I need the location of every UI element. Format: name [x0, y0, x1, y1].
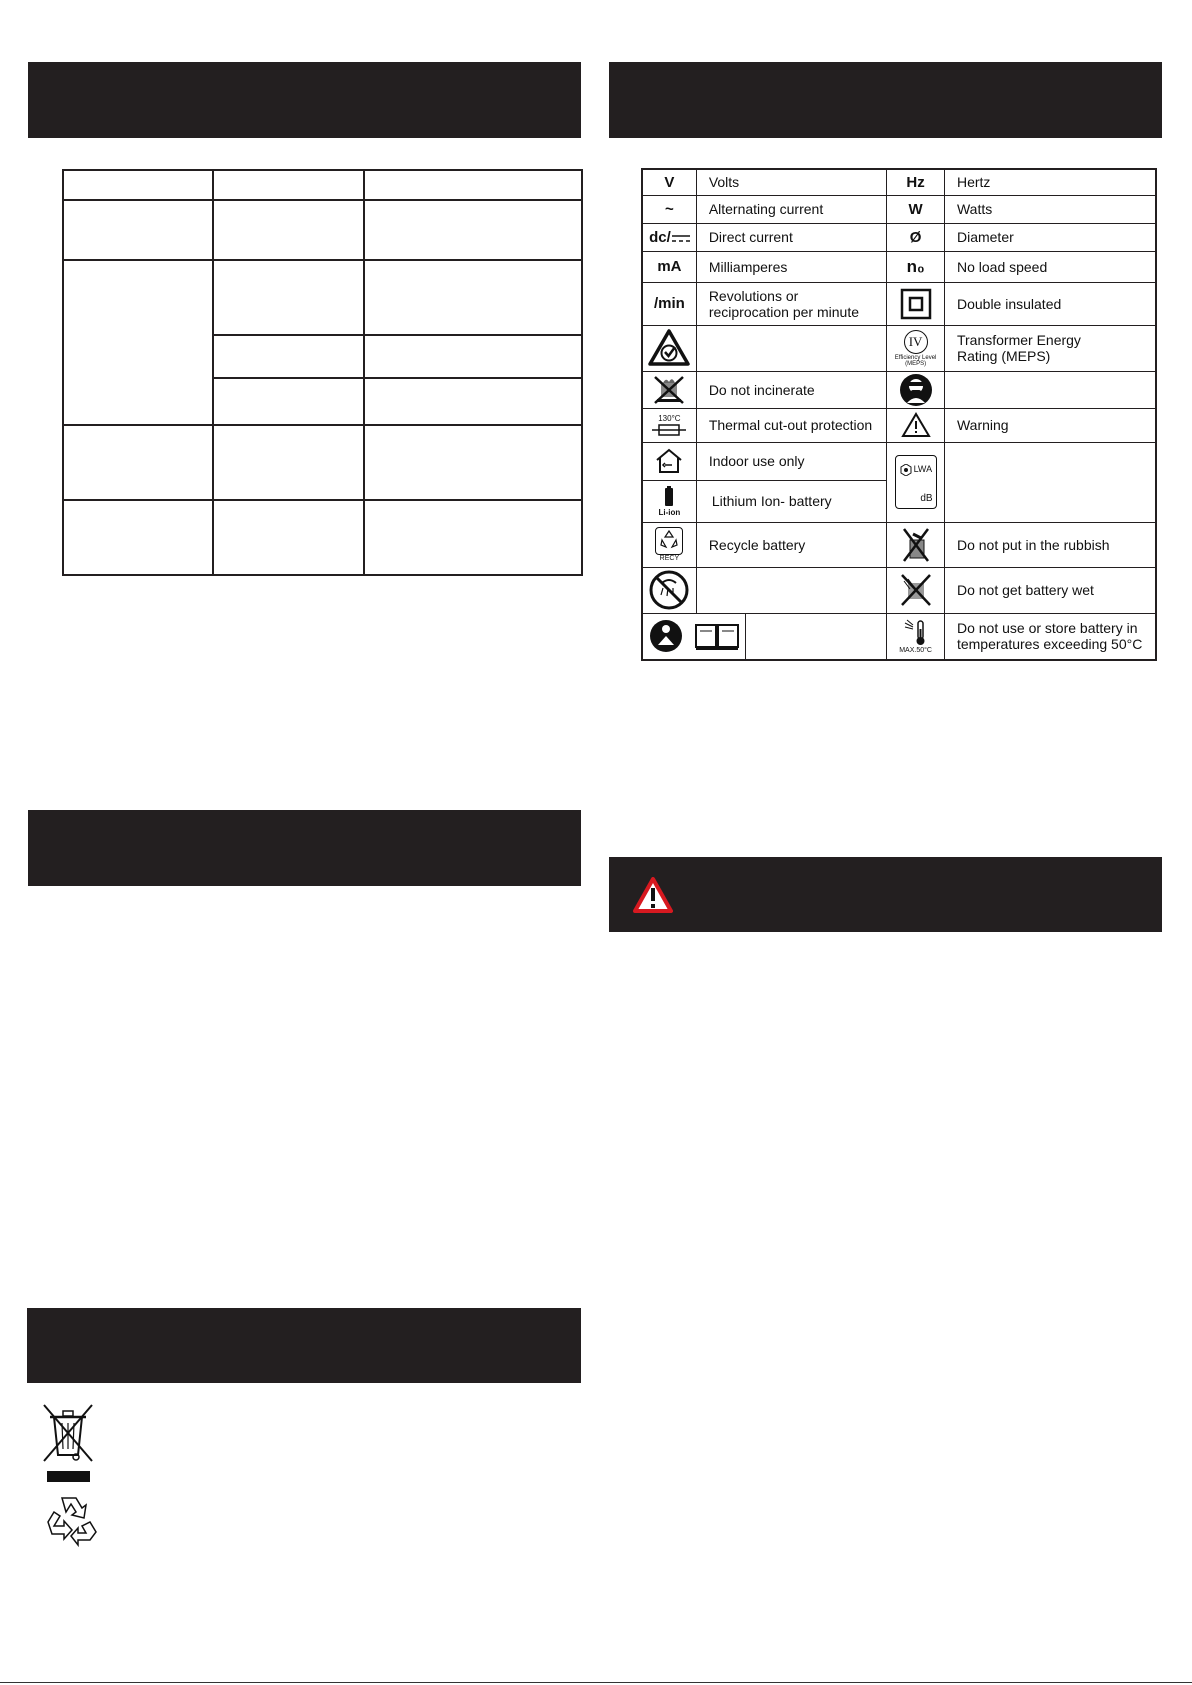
section-header-bar-3	[28, 810, 581, 886]
volts-label: Volts	[696, 169, 886, 195]
manual-book-icon	[694, 621, 740, 651]
direct-current-symbol-text: dc/	[649, 228, 671, 246]
no-load-speed-label: No load speed	[944, 251, 1156, 282]
recycle-battery-icon	[642, 522, 696, 567]
recycle-battery-box	[655, 527, 683, 555]
max-temp-icon	[887, 613, 945, 660]
table-row	[642, 195, 1156, 223]
max-temp-text: MAX.50°C	[899, 647, 932, 655]
efficiency-level-caption: Efficiency Level (MEPS)	[894, 354, 937, 367]
max-temp-label: Do not use or store battery in temperatures exceeding 50°C	[944, 613, 1156, 660]
no-shower-label	[696, 567, 886, 613]
indoor-use-label: Indoor use only	[696, 442, 886, 480]
no-load-speed-symbol: n₀	[887, 251, 945, 282]
read-manual-label	[746, 614, 886, 659]
table-row	[642, 169, 1156, 195]
rcm-mark-icon	[647, 328, 691, 368]
table-row	[642, 442, 1156, 480]
li-ion-label: Lithium Ion- battery	[696, 480, 886, 522]
hertz-label: Hertz	[944, 169, 1156, 195]
warning-icon	[901, 412, 931, 438]
battery-hand-icon	[661, 486, 677, 508]
no-incinerate-label: Do not incinerate	[696, 371, 886, 408]
no-shower-icon	[648, 569, 690, 611]
li-ion-text: Li-ion	[658, 507, 681, 517]
thermal-cutout-icon	[642, 408, 696, 442]
fuse-icon	[652, 423, 686, 437]
transformer-energy-label: Transformer Energy Rating (MEPS)	[944, 325, 1156, 371]
milliamperes-label: Milliamperes	[696, 251, 886, 282]
recycle-arrows-icon	[658, 528, 680, 550]
efficiency-level-icon	[887, 325, 945, 371]
watts-symbol: W	[887, 195, 945, 223]
page-bottom-rule	[0, 1682, 1192, 1683]
alternating-current-label: Alternating current	[696, 195, 886, 223]
no-water-icon	[900, 573, 932, 607]
volts-symbol: V	[642, 169, 696, 195]
section-header-bar-2	[609, 62, 1162, 138]
no-rubbish-label: Do not put in the rubbish	[944, 522, 1156, 567]
no-wet-label: Do not get battery wet	[944, 567, 1156, 613]
watts-label: Watts	[944, 195, 1156, 223]
table-row	[63, 170, 582, 200]
indoor-use-icon	[654, 448, 684, 474]
sound-power-level-icon	[895, 455, 937, 509]
crossed-bin-bar	[47, 1471, 90, 1482]
diameter-symbol: Ø	[887, 223, 945, 251]
table-row	[642, 325, 1156, 371]
double-insulated-label: Double insulated	[944, 282, 1156, 325]
thermal-cutout-label: Thermal cut-out protection	[696, 408, 886, 442]
section-header-bar-1	[28, 62, 581, 138]
sound-power-hex-icon	[900, 464, 912, 476]
section-header-bar-4	[609, 857, 1162, 932]
table-row	[642, 567, 1156, 613]
sound-power-label	[944, 442, 1156, 522]
dc-lines-icon	[672, 233, 690, 243]
recy-text: RECY	[659, 554, 680, 562]
table-row	[642, 282, 1156, 325]
direct-current-symbol	[642, 223, 696, 251]
diameter-label: Diameter	[944, 223, 1156, 251]
table-row	[642, 613, 1156, 660]
table-row	[63, 260, 582, 335]
no-incinerate-icon	[653, 375, 685, 405]
milliamperes-symbol: mA	[642, 251, 696, 282]
disposal-section	[40, 1403, 100, 1553]
crossed-bin-icon	[40, 1403, 96, 1463]
table-row	[642, 223, 1156, 251]
rcm-label	[696, 325, 886, 371]
thermal-cutout-temp: 130°C	[658, 413, 681, 423]
section-header-bar-5	[27, 1308, 581, 1383]
thermometer-icon	[901, 617, 931, 647]
recycle-battery-label: Recycle battery	[696, 522, 886, 567]
wear-respirator-icon	[899, 373, 933, 407]
sound-power-db: dB	[920, 493, 933, 504]
table-row	[642, 408, 1156, 442]
table-row	[63, 425, 582, 500]
sound-power-lwa: LWA	[913, 464, 933, 474]
table-row	[63, 500, 582, 575]
hertz-symbol: Hz	[887, 169, 945, 195]
efficiency-level-circle: IV	[904, 330, 928, 354]
alternating-current-symbol: ~	[642, 195, 696, 223]
recycle-icon	[40, 1490, 98, 1548]
warning-label: Warning	[944, 408, 1156, 442]
warning-icon	[633, 877, 673, 913]
table-row	[63, 200, 582, 260]
per-minute-label: Revolutions or reciprocation per minute	[696, 282, 886, 325]
symbols-table	[641, 168, 1157, 661]
double-insulated-icon	[900, 288, 932, 320]
table-row	[642, 371, 1156, 408]
read-manual-icon	[649, 619, 683, 653]
no-rubbish-bin-icon	[901, 526, 931, 564]
respirator-label	[944, 371, 1156, 408]
table-row	[642, 522, 1156, 567]
specification-table	[62, 169, 583, 576]
per-minute-symbol: /min	[642, 282, 696, 325]
table-row	[642, 251, 1156, 282]
li-ion-icon	[642, 480, 696, 522]
direct-current-label: Direct current	[696, 223, 886, 251]
